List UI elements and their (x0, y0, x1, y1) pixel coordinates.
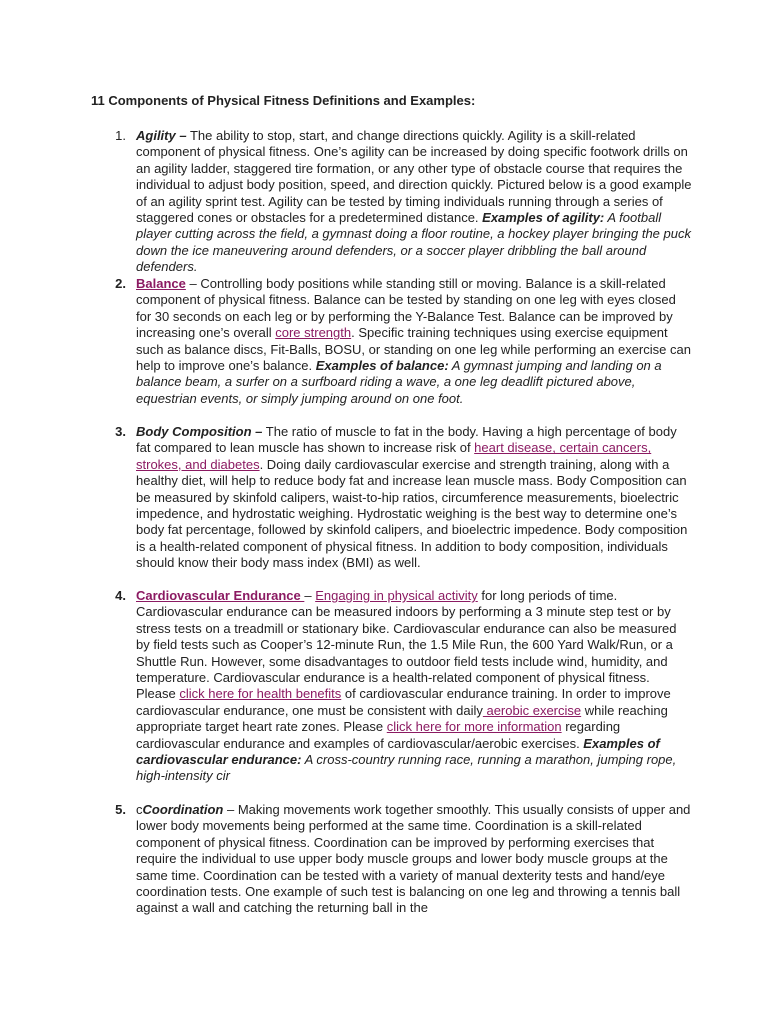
definition-text: – Controlling body positions while standing still or moving. Balance is a skill-related component of physical fitness. Balance can be tested by standing on one leg with eyes closed for 30 seconds on each leg or by performing the Y-Balance Test. Balance can be improved by increasing one’s overall (136, 276, 676, 341)
list-number: 2. (115, 276, 126, 291)
list-item-cardiovascular-endurance (136, 588, 692, 785)
list-item-agility (136, 128, 692, 276)
examples-text: A football player cutting across the field, a gymnast doing a floor routine, a hockey player bringing the puck down the ice maneuvering around defenders, or a soccer player dribbling the ball around defenders. (136, 210, 691, 275)
list-item-balance (136, 276, 692, 407)
list-item-body-composition (136, 424, 692, 572)
more-information-link[interactable]: click here for more information (386, 719, 562, 735)
term-agility: Agility – (136, 128, 187, 143)
definition-text: . Specific training techniques using exercise equipment such as balance discs, Fit-Balls, BOSU, or standing on one leg while performing an exercise can help to improve one’s balance. (136, 325, 691, 374)
examples-label: Examples of agility: (482, 210, 605, 226)
definition-text: The ability to stop, start, and change directions quickly. Agility is a skill-related component of physical fitness. One’s agility can be increased by doing specific footwork drills on an agility ladder, staggered tire formation, or any other type of obstacle course that requires the individual to adjust body position, speed, and direction quickly. Pictured below is a good example of an agility sprint test. Agility can be tested by timing individuals running through a series of staggered cones or obstacles for a predetermined distance. (136, 128, 692, 226)
examples-text: A gymnast jumping and landing on a balance beam, a surfer on a surfboard riding a wave, a one leg deadlift pictured above, equestrian events, or simply jumping around on one foot. (136, 358, 662, 406)
definition-text: while reaching appropriate target heart rate zones. Please (136, 702, 668, 735)
health-benefits-link[interactable]: click here for health benefits (179, 686, 342, 702)
list-item-coordination (136, 802, 692, 917)
definition-text: – Making movements work together smoothly. This usually consists of upper and lower body movements being performed at the same time. Coordination is a skill-related component of physical fitness. Coordination can be improved by performing exercises that require the individual to use upper body muscle groups and lower body muscle groups at the same time. Coordination can be tested with a variety of manual dexterity tests and hand/eye coordination tests. One example of such test is balancing on one leg and throwing a tennis ball against a wall and catching the returning ball in the (136, 802, 691, 916)
aerobic-exercise-link[interactable]: aerobic exercise (482, 702, 582, 718)
list-number: 5. (115, 802, 126, 817)
term-coordination: Coordination (142, 802, 224, 817)
examples-label: Examples of balance: (315, 358, 449, 374)
list-number: 4. (115, 588, 126, 603)
examples-text: A cross-country running race, running a marathon, jumping rope, high-intensity cir (136, 752, 677, 784)
examples-label: Examples of cardiovascular endurance: (136, 735, 660, 768)
document-title: 11 Components of Physical Fitness Definitions and Examples: (91, 93, 476, 108)
physical-activity-link[interactable]: Engaging in physical activity (315, 588, 478, 603)
prefix-text: c (136, 802, 143, 817)
term-cardiovascular-endurance-link[interactable]: Cardiovascular Endurance (136, 588, 305, 603)
term-body-composition: Body Composition – (136, 424, 263, 439)
definition-text: The ratio of muscle to fat in the body. Having a high percentage of body fat compared to lean muscle has shown to increase risk of (136, 424, 677, 456)
definition-text: – (304, 588, 316, 603)
term-balance-link[interactable]: Balance (136, 276, 186, 291)
core-strength-link[interactable]: core strength (275, 325, 352, 341)
definition-text: of cardiovascular endurance training. In order to improve cardiovascular endurance, one must be consistent with daily (136, 686, 671, 718)
definition-text: for long periods of time. Cardiovascular endurance can be measured indoors by performing a 3 minute step test or by stress tests on a treadmill or stationary bike. Cardiovascular endurance can also be measured by field tests such as Cooper’s 12-minute Run, the 1.5 Mile Run, the 600 Yard Walk/Run, or a Shuttle Run. However, some disadvantages to outdoor field tests include wind, humidity, and temperature. Cardiovascular endurance is a health-related component of physical fitness. Please (136, 588, 677, 702)
definition-text: . Doing daily cardiovascular exercise and strength training, along with a healthy diet, will help to reduce body fat and increase lean muscle mass. Body Composition can be measured by skinfold calipers, waist-to-hip ratios, circumference measurements, bioelectric impedence, and hydrostatic weighing. Hydrostatic weighing is the best way to determine one’s body fat percentage, followed by skinfold calipers, and bioelectric impedence. Body composition is a health-related component of physical fitness. In addition to body composition, individuals should know their body mass index (BMI) as well. (136, 456, 688, 571)
definition-text: regarding cardiovascular endurance and examples of cardiovascular/aerobic exercises. (136, 719, 621, 751)
heart-disease-link[interactable]: heart disease, certain cancers, strokes, and diabetes (136, 440, 652, 472)
list-number: 3. (115, 424, 126, 439)
list-number: 1. (115, 128, 126, 143)
